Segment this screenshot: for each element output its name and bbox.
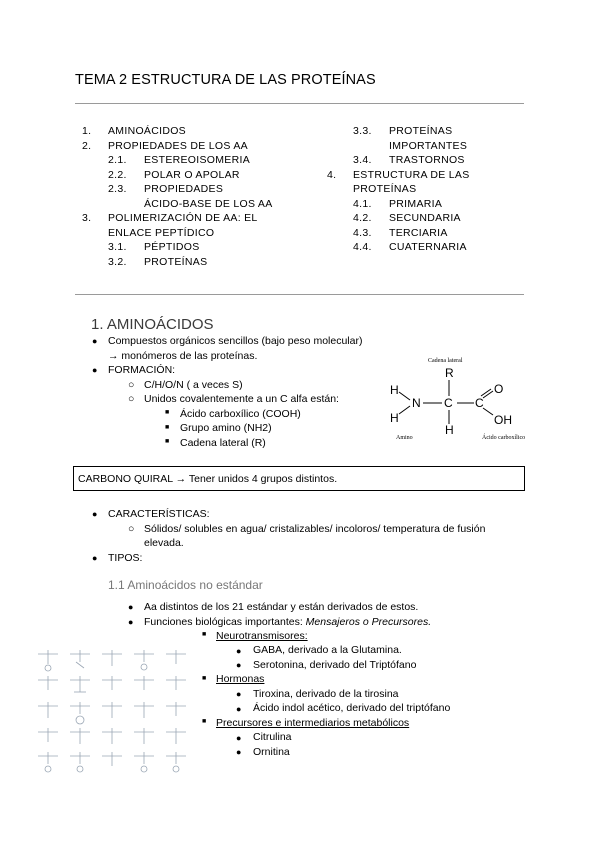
atom-label: N: [412, 396, 421, 410]
atom-label: H: [390, 411, 399, 425]
toc-item: CUATERNARIA: [389, 241, 467, 253]
toc-num: 2.: [82, 139, 92, 152]
section-text: Ácido carboxílico (COOH): [180, 407, 301, 420]
structure-thumb: [38, 650, 58, 671]
toc-num: 3.2.: [108, 255, 127, 268]
square-bullet: ■: [165, 409, 170, 416]
structure-thumb: [38, 752, 58, 772]
non-standard-aa-structures-image: [34, 646, 196, 776]
structure-thumb: [166, 650, 186, 664]
structure-thumb: [102, 650, 122, 666]
diagram-label-acid: Ácido carboxílico: [482, 435, 526, 441]
structures-grid: [34, 646, 196, 776]
toc-item: PÉPTIDOS: [144, 241, 200, 253]
structure-thumb: [70, 650, 90, 668]
square-bullet: ■: [165, 438, 170, 445]
section-text: Unidos covalentemente a un C alfa están:: [144, 393, 339, 405]
diagram-label-top: Cadena lateral: [428, 358, 463, 364]
structure-thumb: [70, 728, 90, 744]
bullet-dot: ●: [236, 703, 242, 714]
toc-num: 2.1.: [108, 154, 127, 166]
structure-thumb: [166, 702, 186, 716]
section-text: TIPOS:: [108, 551, 143, 564]
square-bullet: ■: [202, 718, 207, 725]
circle-bullet: ○: [128, 378, 135, 391]
section-text: Compuestos orgánicos sencillos (bajo peso molecular): [108, 335, 363, 347]
bullet-dot: ●: [92, 365, 98, 375]
diagram-label-amino: Amino: [396, 435, 413, 441]
structure-thumb: [134, 650, 154, 670]
toc-num: 3.: [82, 212, 92, 224]
atom-label: R: [445, 366, 454, 380]
bullet-dot: ●: [236, 645, 242, 656]
toc-num: 4.: [327, 168, 337, 181]
atom-label: H: [390, 383, 399, 397]
toc-num: 3.1.: [108, 241, 127, 253]
bullet-dot: ●: [236, 660, 242, 670]
amino-acid-structure: [386, 352, 536, 444]
section-text: Sólidos/ solubles en agua/ cristalizables/ incoloros/ temperatura de fusión: [144, 522, 486, 535]
bond-line: [481, 389, 491, 396]
toc-item: ÁCIDO-BASE DE LOS AA: [144, 197, 273, 210]
section-text: Grupo amino (NH2): [180, 422, 272, 434]
toc-item: POLAR O APOLAR: [144, 168, 240, 181]
group-item: Citrulina: [253, 731, 292, 743]
bond-line: [399, 392, 410, 400]
structure-thumb: [134, 676, 154, 690]
structure-thumb: [70, 676, 90, 692]
group-title: Precursores e intermediarios metabólicos: [216, 716, 410, 729]
toc-item: SECUNDARIA: [389, 212, 461, 224]
section-text: elevada.: [144, 537, 184, 549]
toc-num: 4.2.: [353, 212, 372, 224]
bullet-dot: ●: [92, 552, 98, 563]
toc-item: ESTEREOISOMERIA: [144, 154, 251, 166]
group-item: Ácido indol acético, derivado del triptófano: [253, 702, 451, 714]
atom-label: O: [494, 382, 504, 396]
bullet-dot: ●: [236, 747, 242, 757]
structure-thumb: [102, 752, 122, 766]
structure-thumb: [134, 702, 154, 718]
atom-label: OH: [494, 413, 512, 427]
toc-item: PROTEÍNAS: [144, 255, 208, 268]
structure-thumb: [102, 676, 122, 690]
toc-num: 3.4.: [353, 154, 372, 166]
structure-thumb: [38, 728, 58, 742]
toc-item: ENLACE PEPTÍDICO: [108, 226, 215, 239]
bond-line: [399, 406, 410, 414]
section-heading: 1. AMINOÁCIDOS: [91, 316, 214, 333]
toc-num: 3.3.: [353, 125, 372, 137]
toc-item: AMINOÁCIDOS: [108, 125, 186, 137]
divider: [75, 294, 524, 295]
highlight-box: [73, 466, 525, 491]
toc-num: 2.3.: [108, 183, 127, 195]
atom-label: H: [445, 423, 454, 437]
group-item: Tiroxina, derivado de la tirosina: [253, 687, 399, 700]
structure-thumb: [134, 752, 154, 772]
toc-item: PROTEÍNAS: [353, 183, 417, 195]
group-title: Neurotransmisores:: [216, 629, 308, 642]
bullet-dot: ●: [128, 602, 134, 612]
bond-line: [483, 408, 493, 415]
toc-item: ESTRUCTURA DE LAS: [353, 168, 470, 181]
bullet-dot: ●: [92, 509, 98, 519]
group-item: Serotonina, derivado del Triptófano: [253, 658, 417, 671]
divider: [75, 103, 524, 104]
section-text: [144, 615, 431, 630]
bond-line: [483, 391, 493, 398]
atom-label: C: [444, 396, 453, 410]
functions-text: Funciones biológicas importantes:: [144, 615, 306, 628]
toc-item: TERCIARIA: [389, 226, 448, 239]
toc-item: PROPIEDADES: [144, 183, 224, 195]
bullet-dot: ●: [128, 616, 134, 627]
structure-thumb: [166, 752, 186, 772]
toc-item: TRASTORNOS: [389, 154, 465, 166]
highlight-box-text: CARBONO QUIRAL → Tener unidos 4 grupos distintos.: [78, 473, 338, 485]
circle-bullet: ○: [128, 393, 135, 405]
section-text: Aa distintos de los 21 estándar y están derivados de estos.: [144, 601, 419, 613]
section-text: FORMACIÓN:: [108, 364, 176, 376]
section-text: C/H/O/N ( a veces S): [144, 378, 243, 391]
toc-num: 1.: [82, 125, 92, 137]
group-item: Ornitina: [253, 745, 290, 758]
atom-label: C: [475, 396, 484, 410]
section-text: CARACTERÍSTICAS:: [108, 508, 210, 520]
bullet-dot: ●: [92, 336, 98, 346]
group-item: GABA, derivado a la Glutamina.: [253, 644, 402, 656]
section-text: Cadena lateral (R): [180, 436, 266, 449]
structure-thumb: [70, 702, 90, 724]
structure-thumb: [134, 728, 154, 744]
structure-thumb: [70, 752, 90, 772]
group-title: Hormonas: [216, 673, 265, 685]
toc-item: POLIMERIZACIÓN DE AA: EL: [108, 212, 258, 224]
structure-thumb: [38, 676, 58, 690]
square-bullet: ■: [202, 674, 207, 682]
toc-item: PROTEÍNAS: [389, 125, 453, 137]
structure-thumb: [102, 702, 122, 718]
structure-thumb: [166, 728, 186, 744]
page-title: TEMA 2 ESTRUCTURA DE LAS PROTEÍNAS: [75, 72, 376, 88]
structure-thumb: [166, 676, 186, 690]
functions-italic: Mensajeros o Precursores.: [305, 615, 432, 628]
toc-item: PRIMARIA: [389, 197, 443, 210]
subsection-heading: 1.1 Aminoácidos no estándar: [108, 578, 263, 592]
toc-item: IMPORTANTES: [389, 139, 468, 152]
circle-bullet: ○: [128, 522, 135, 535]
bullet-dot: ●: [236, 689, 242, 699]
square-bullet: ■: [165, 423, 170, 431]
structure-thumb: [102, 728, 122, 744]
toc-num: 2.2.: [108, 168, 127, 181]
section-text: → monómeros de las proteínas.: [108, 349, 258, 362]
toc-num: 4.3.: [353, 226, 372, 239]
toc-num: 4.1.: [353, 197, 372, 210]
bullet-dot: ●: [236, 732, 242, 743]
structure-thumb: [38, 702, 58, 718]
square-bullet: ■: [202, 631, 207, 638]
toc-num: 4.4.: [353, 241, 372, 253]
toc-item: PROPIEDADES DE LOS AA: [108, 139, 248, 152]
